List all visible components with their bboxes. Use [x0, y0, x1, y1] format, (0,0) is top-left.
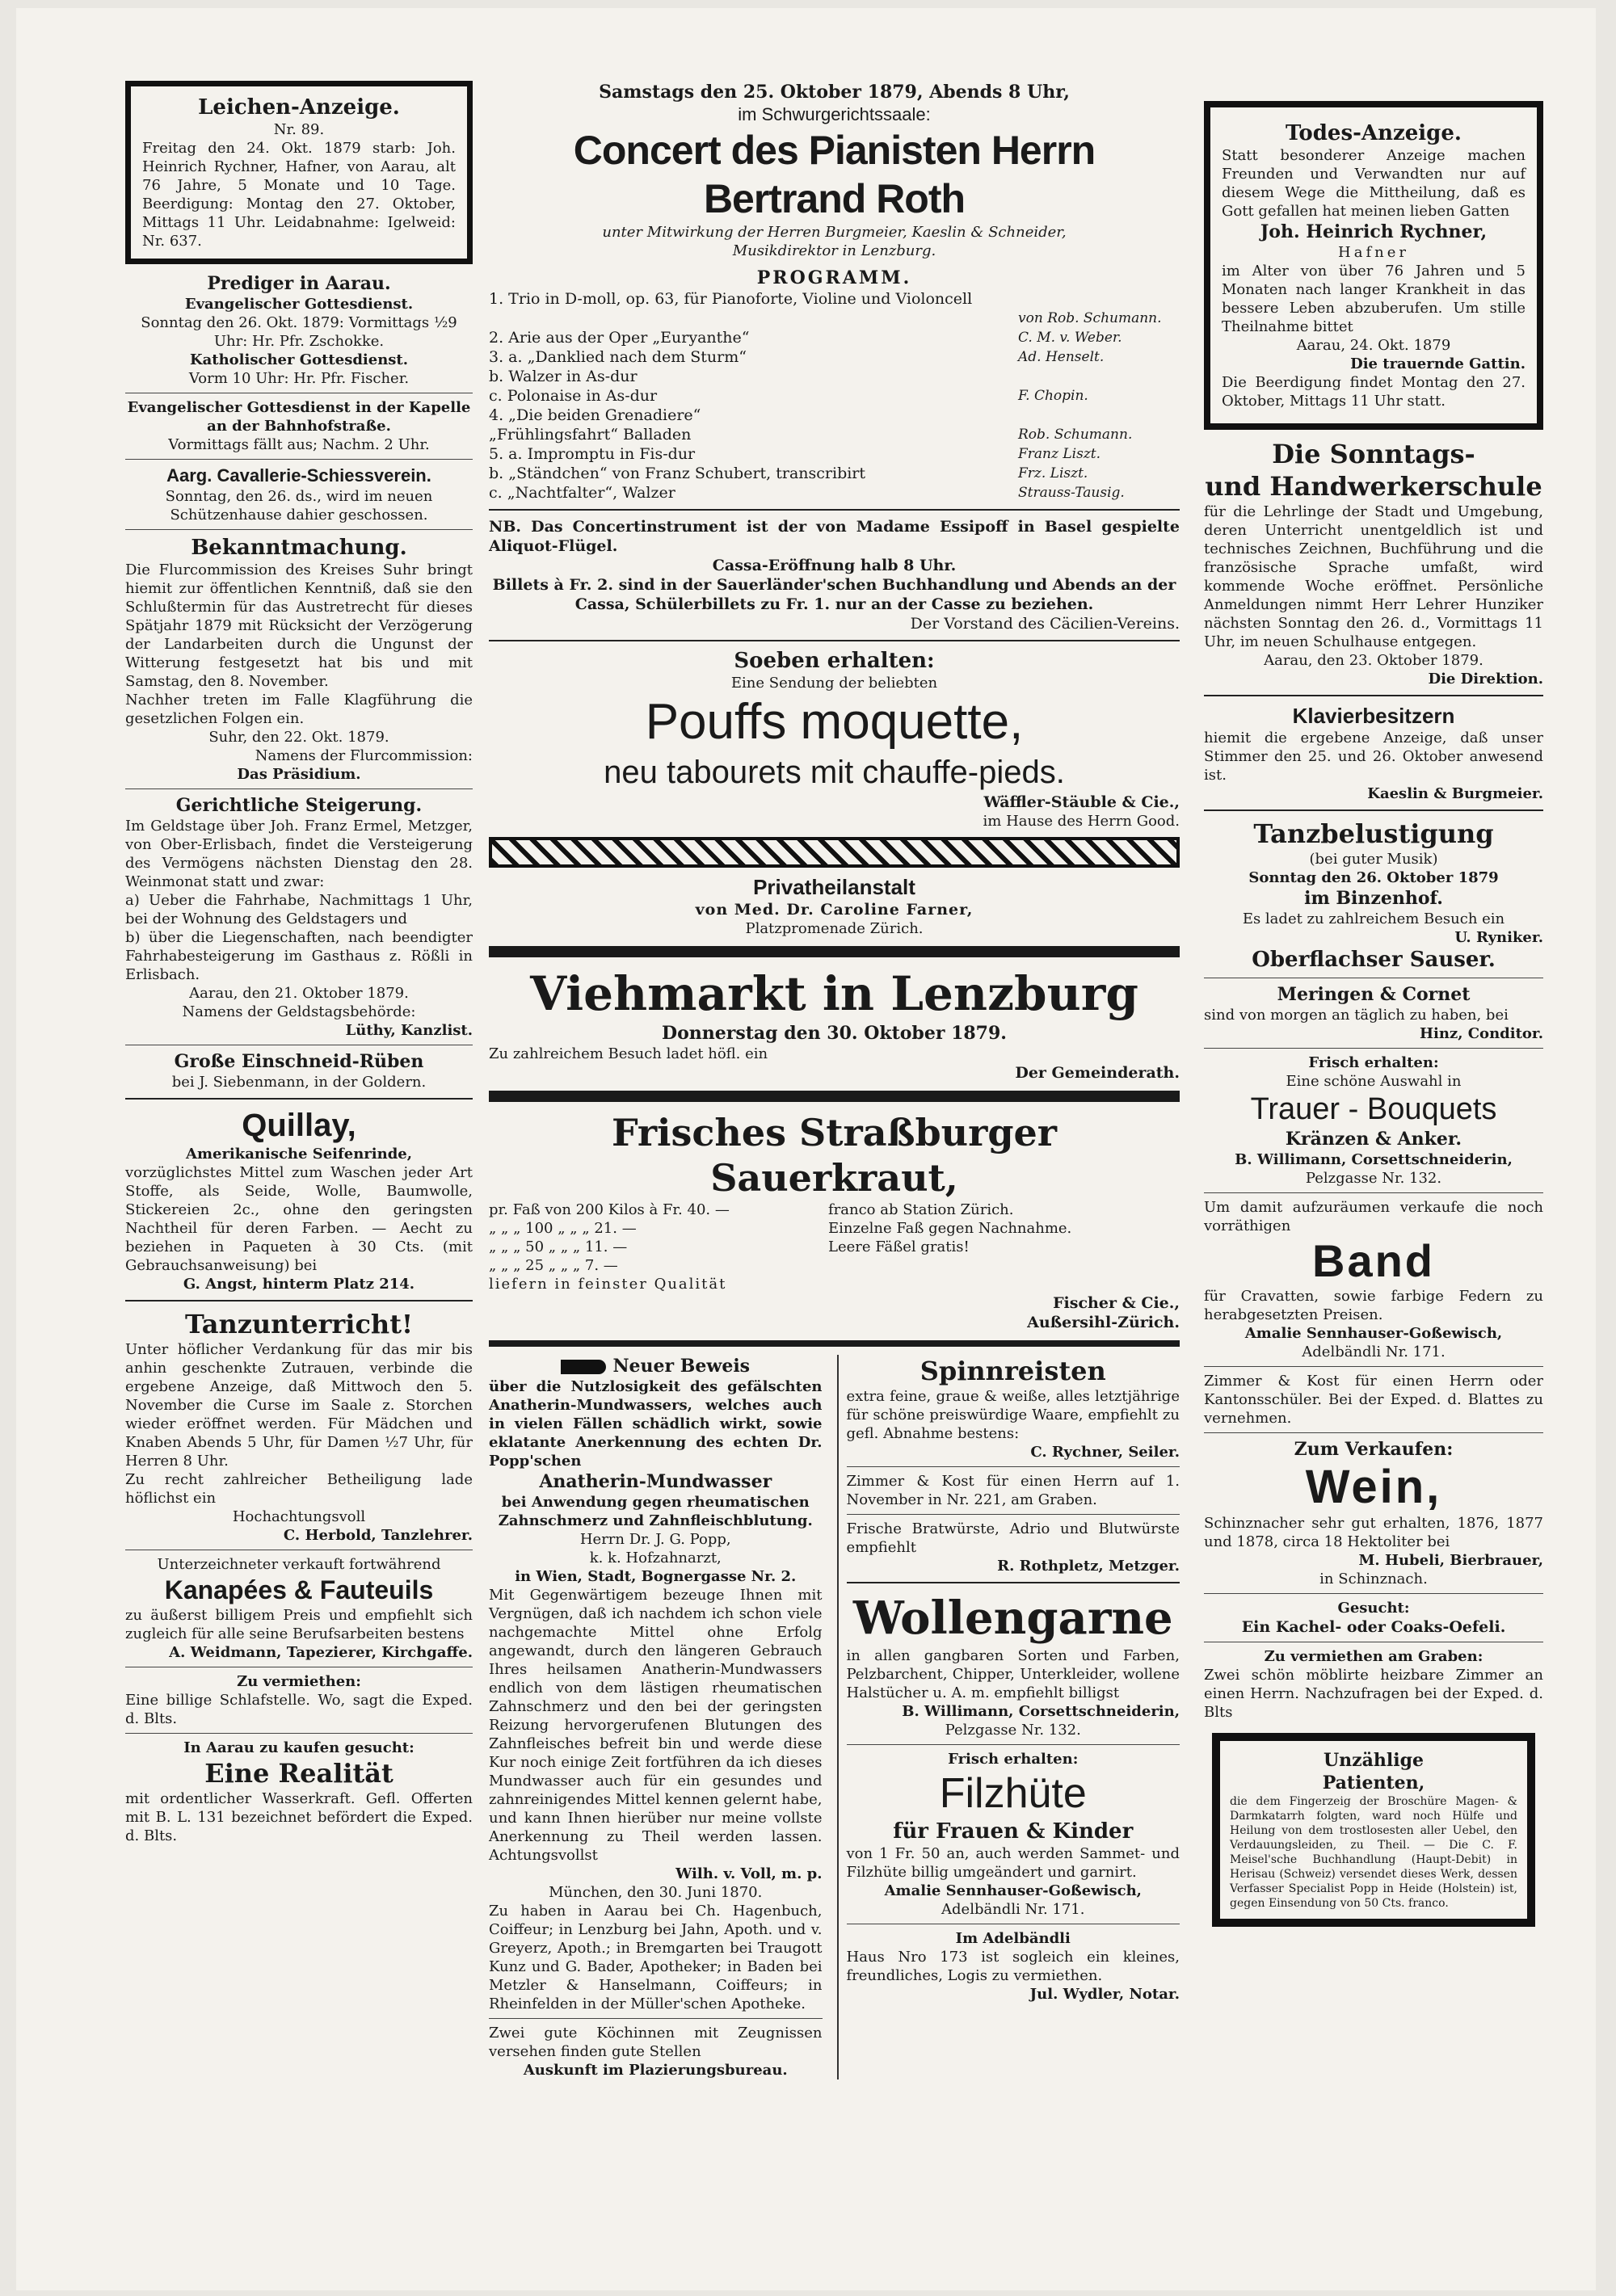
program-composer: [1018, 289, 1180, 309]
divider: [489, 2018, 823, 2019]
program-composer: Strauss-Tausig.: [1018, 485, 1125, 501]
evang-text: Sonntag den 26. Okt. 1879: Vormittags ½9 Uhr: Hr. Pfr. Zschokke.: [141, 314, 457, 350]
divider: [1204, 1192, 1543, 1193]
bekanntmachung-text2: Nachher treten im Falle Klagführung die gesetzlichen Folgen ein.: [125, 692, 473, 727]
kanapees-title: Kanapées & Fauteuils: [164, 1575, 434, 1604]
gesucht-text: Ein Kachel- oder Coaks-Oefeli.: [1241, 1618, 1506, 1636]
right-column: [1204, 101, 1543, 1927]
program-composer: C. M. v. Weber.: [1018, 330, 1122, 346]
anatherin-title: Anatherin-Mundwasser: [539, 1471, 772, 1492]
kanapees-text: zu äußerst billigem Preis und empfiehlt sich zugleich für alle seine Berufsarbeiten bestens: [125, 1607, 473, 1642]
band-sign2: Adelbändli Nr. 171.: [1302, 1344, 1446, 1360]
todes-text2: im Alter von über 76 Jahren und 5 Monaten nach langer Krankheit in das bessere Leben abzuberufen. Um stille Theilnahme bittet: [1222, 263, 1526, 335]
divider: [1204, 1593, 1543, 1594]
tanzunterricht-text: Unter höflicher Verdankung für das mir bis anhin geschenkte Zutrauen, verbinde die ergebene Anzeige, daß Mittwoch den 5. November die Curse im Saale z. Storchen wieder eröffnet werden. Für Mädchen und Knaben Abends 5 Uhr, für Damen ½7 Uhr, für Herren 8 Uhr.: [125, 1341, 473, 1470]
sonntagsschule-title1: Die Sonntags-: [1272, 439, 1475, 469]
beweis-title: [489, 1355, 823, 1377]
vermiethen2-title: Zu vermiethen am Graben:: [1264, 1648, 1483, 1665]
vermiethen-title: Zu vermiethen:: [237, 1673, 361, 1690]
sonntagsschule-sign: Die Direktion.: [1428, 671, 1543, 688]
divider: [125, 1300, 473, 1301]
steigerung-title: Gerichtliche Steigerung.: [175, 795, 423, 816]
verkaufen-title: Zum Verkaufen:: [1294, 1439, 1454, 1460]
meringen-text: sind von morgen an täglich zu haben, bei: [1204, 1007, 1509, 1024]
steigerung-text: Im Geldstage über Joh. Franz Ermel, Metzger, von Ober-Erlisbach, findet die Versteigerung des Vermögens nächsten Dienstag den 28. Weinmonat statt und zwar:: [125, 818, 473, 890]
waeffler-addr: im Hause des Herrn Good.: [983, 813, 1180, 830]
sauerkraut-row: „ „ „ 25 „ „ „ 7. —: [489, 1257, 618, 1274]
bekanntmachung-sign2: Das Präsidium.: [237, 766, 361, 783]
spinnreisten-text: extra feine, graue & weiße, alles letztjährige für schöne preiswürdige Waare, empfiehlt zu gefl. Abnahme bestens:: [846, 1388, 1180, 1442]
program-piece: c. Polonaise in As-dur: [489, 387, 658, 405]
koechin-text: Zwei gute Köchinnen mit Zeugnissen versehen finden gute Stellen: [489, 2025, 823, 2060]
trauer-sign1: B. Willimann, Corsettschneiderin,: [1235, 1151, 1513, 1168]
adelbaendli-title: Im Adelbändli: [955, 1930, 1071, 1947]
todes-text: Statt besonderer Anzeige machen Freunden und Verwandten nur auf diesem Wege die Mittheilung, daß es Gott gefallen hat meinen lieben Gatten: [1222, 147, 1526, 220]
waeffler: Wäffler-Stäuble & Cie.,: [983, 793, 1180, 811]
divider: [1204, 1432, 1543, 1433]
program-list: [489, 289, 1180, 503]
sauerkraut-right2: Einzelne Faß gegen Nachnahme.: [828, 1220, 1072, 1237]
divider: [125, 529, 473, 530]
tanzbelustigung-place: im Binzenhof.: [1304, 888, 1443, 909]
sauerkraut-sign1: Fischer & Cie.,: [1053, 1294, 1180, 1312]
program-item: [489, 406, 1180, 425]
program-composer: [1018, 367, 1180, 386]
trauer-sign2: Pelzgasse Nr. 132.: [1305, 1170, 1442, 1187]
program-item: [489, 444, 1180, 464]
realitaet-title: Eine Realität: [204, 1758, 393, 1789]
divider: [847, 1466, 1180, 1467]
anatherin-place: München, den 30. Juni 1870.: [549, 1884, 763, 1901]
concert-sub: unter Mitwirkung der Herren Burgmeier, Kaeslin & Schneider, Musikdirektor in Lenzburg.: [602, 224, 1067, 259]
todes-name: Joh. Heinrich Rychner,: [1260, 221, 1488, 242]
meringen-title: Meringen & Cornet: [1277, 984, 1471, 1005]
program-item: [489, 367, 1180, 386]
divider: [489, 640, 1180, 641]
divider: [125, 1733, 473, 1734]
sauerkraut-lief: liefern in feinster Qualität: [489, 1276, 727, 1293]
sauerkraut-right3: Leere Fäßel gratis!: [828, 1238, 970, 1255]
divider: [125, 788, 473, 789]
beweis-text: über die Nutzlosigkeit des gefälschten Anatherin-Mundwassers, welches auch in vielen Fällen schädlich wirkt, sowie eklatante Anerkennung des echten Dr. Popp'schen: [489, 1378, 823, 1470]
viehmarkt-date: Donnerstag den 30. Oktober 1879.: [662, 1023, 1007, 1044]
spinnreisten-sign: C. Rychner, Seiler.: [1030, 1444, 1180, 1461]
bratwurst-sign: R. Rothpletz, Metzger.: [997, 1558, 1180, 1575]
todes-job: Hafner: [1338, 244, 1409, 261]
wein-text: Schinznacher sehr gut erhalten, 1876, 1877 und 1878, circa 18 Hektoliter bei: [1204, 1515, 1543, 1550]
zimmer-kost-text: Zimmer & Kost für einen Herrn oder Kantonsschüler. Bei der Exped. d. Blattes zu vernehmen.: [1204, 1373, 1543, 1427]
steigerung-a: a) Ueber die Fahrhabe, Nachmittags 1 Uhr, bei der Wohnung des Geldstagers und: [125, 892, 473, 927]
bekanntmachung-place: Suhr, den 22. Okt. 1879.: [208, 729, 389, 746]
concert-place: im Schwurgerichtssaale:: [738, 104, 931, 124]
cassa: Cassa-Eröffnung halb 8 Uhr.: [712, 557, 957, 574]
beweis-title-text: Neuer Beweis: [612, 1356, 751, 1377]
divider: [489, 946, 1180, 957]
sauerkraut-right1: franco ab Station Zürich.: [828, 1201, 1014, 1218]
steigerung-sign2: Lüthy, Kanzlist.: [345, 1022, 473, 1039]
patienten-text: die dem Fingerzeig der Broschüre Magen- & Darmkatarrh folgten, ward noch Hülfe und Heilung von dem trostlosesten aller Uebel, den Verdauungsleiden, zu Theil. — Die C. F. Meisel'sche Buchhandlung (Haupt-Debit) in Herisau (Schweiz) versendet dieses Werk, dessen Verfasser Specialist Popp in Heide (Holstein) ist, gegen Einsendung von 50 Cts. franco.: [1230, 1795, 1517, 1910]
cavallerie-text: Sonntag, den 26. ds., wird im neuen Schützenhause dahier geschossen.: [165, 488, 433, 524]
vorstand: Der Vorstand des Cäcilien-Vereins.: [910, 615, 1180, 633]
vermiethen-text: Eine billige Schlafstelle. Wo, sagt die Exped. d. Blts.: [125, 1692, 473, 1727]
prediger-heading: Prediger in Aarau.: [207, 273, 391, 294]
wollengarne-sign2: Pelzgasse Nr. 132.: [945, 1722, 1081, 1739]
program-item: [489, 309, 1180, 328]
leichen-text: Freitag den 24. Okt. 1879 starb: Joh. Heinrich Rychner, Hafner, von Aarau, alt 76 Jahre, 5 Monate und 10 Tage. Beerdigung: Montag den 27. Oktober, Mittags 11 Uhr. Leidabnahme: Igelweid: Nr. 637.: [142, 140, 456, 250]
koechin-text2: Auskunft im Plazierungsbureau.: [523, 2062, 788, 2079]
vermiethen2-text: Zwei schön möblirte heizbare Zimmer an einen Herrn. Nachzufragen bei der Exped. d. Blts: [1204, 1667, 1543, 1721]
filzhuete-sign2: Adelbändli Nr. 171.: [941, 1901, 1085, 1918]
nb-note: NB. Das Concertinstrument ist der von Madame Essipoff in Basel gespielte Aliquot-Flügel.: [489, 518, 1180, 555]
programm-heading: PROGRAMM.: [756, 267, 912, 288]
band-pre: Um damit aufzuräumen verkaufe die noch vorräthigen: [1204, 1199, 1543, 1234]
program-composer: Frz. Liszt.: [1018, 465, 1088, 481]
pointing-hand-icon: [561, 1360, 606, 1374]
anatherin-to3: in Wien, Stadt, Bognergasse Nr. 2.: [515, 1568, 797, 1585]
steigerung-b: b) über die Liegenschaften, nach beendigter Fahrhabesteigerung im Gasthaus z. Rößli in Erlisbach.: [125, 929, 473, 983]
patienten-box: [1212, 1733, 1535, 1927]
anatherin-to2: k. k. Hofzahnarzt,: [589, 1550, 722, 1566]
cavallerie-title: Aarg. Cavallerie-Schiessverein.: [166, 465, 431, 486]
adelbaendli-text: Haus Nro 173 ist sogleich ein kleines, freundliches, Logis zu vermiethen.: [846, 1949, 1180, 1984]
middle-column: [489, 81, 1180, 2079]
divider: [847, 1514, 1180, 1515]
sauerkraut-row: „ „ „ 50 „ „ „ 11. —: [489, 1238, 628, 1255]
viehmarkt-text: Zu zahlreichem Besuch ladet höfl. ein: [489, 1045, 768, 1062]
anatherin-haben: Zu haben in Aarau bei Ch. Hagenbuch, Coiffeur; in Lenzburg bei Jahn, Apoth. und v. Greyerz, Apoth.; in Bremgarten bei Traugott Kunz und G. Bader, Apotheker; in Baden bei Metzler & Hanselmann, Coiffeurs; in Rheinfelden in der Müller'schen Apotheke.: [489, 1903, 823, 2012]
filzhuete-sub: für Frauen & Kinder: [893, 1819, 1134, 1844]
oberflachser-title: Oberflachser Sauser.: [1252, 948, 1496, 972]
rueben-title: Große Einschneid-Rüben: [174, 1051, 424, 1072]
sauerkraut-table: [489, 1201, 1180, 1275]
divider: [1204, 695, 1543, 696]
steigerung-place: Aarau, den 21. Oktober 1879.: [189, 985, 409, 1002]
quillay-sign: G. Angst, hinterm Platz 214.: [183, 1276, 415, 1293]
program-composer: von Rob. Schumann.: [1018, 310, 1162, 326]
adelbaendli-sign: Jul. Wydler, Notar.: [1029, 1986, 1180, 2003]
program-piece: b. „Ständchen“ von Franz Schubert, transcribirt: [489, 465, 866, 482]
sauerkraut-title: Frisches Straßburger Sauerkraut,: [611, 1111, 1058, 1200]
divider: [489, 1340, 1180, 1347]
band-text: für Cravatten, sowie farbige Federn zu herabgesetzten Preisen.: [1204, 1288, 1543, 1323]
program-item: [489, 328, 1180, 347]
band-title: Band: [1312, 1235, 1435, 1286]
kanapees-pre: Unterzeichneter verkauft fortwährend: [157, 1556, 441, 1573]
klavier-title: Klavierbesitzern: [1292, 704, 1455, 728]
sendung-text: Eine Sendung der beliebten: [730, 675, 938, 692]
anatherin-text: Mit Gegenwärtigem bezeuge Ihnen mit Vergnügen, daß ich nachdem ich schon viele nachgemachte Mittel ohne Erfolg angewandt, durch den längeren Gebrauch Ihres heilsamen Anatherin-Mundwassers endlich von dem lästigen rheumatischen Zahnschmerz und den bei der geringsten Reizung hervorgerufenen Blutungen des Zahnfleisches befreit bin und werde diese Kur noch einige Zeit fortführen da ich dieses Mundwasser auch für ein gesundes und zahnreinigendes Mittel kennen gelernt habe, und kann Ihnen hierüber nur meine vollste Anerkennung zu Theil werden lassen. Achtungsvollst: [489, 1587, 823, 1864]
sauerkraut-row: „ „ „ 100 „ „ „ 21. —: [489, 1220, 637, 1237]
viehmarkt-title: Viehmarkt in Lenzburg: [530, 966, 1138, 1021]
billets: Billets à Fr. 2. sind in der Sauerländer'schen Buchhandlung und Abends an der Cassa, Schülerbillets zu Fr. 1. nur an der Casse zu beziehen.: [492, 576, 1176, 613]
trauer-sub: Kränzen & Anker.: [1285, 1129, 1462, 1150]
quillay-sub: Amerikanische Seifenrinde,: [185, 1146, 413, 1163]
todes-text3: Die Beerdigung findet Montag den 27. Oktober, Mittags 11 Uhr statt.: [1222, 374, 1526, 410]
todes-title: Todes-Anzeige.: [1286, 121, 1462, 145]
tanzbelustigung-date: Sonntag den 26. Oktober 1879: [1248, 869, 1499, 886]
program-piece: 4. „Die beiden Grenadiere“: [489, 406, 701, 424]
program-item: [489, 483, 1180, 503]
kapelle-heading: Evangelischer Gottesdienst in der Kapelle an der Bahnhofstraße.: [127, 399, 471, 435]
privat-by: von Med. Dr. Caroline Farner,: [695, 901, 974, 919]
program-piece: 1. Trio in D-moll, op. 63, für Pianoforte, Violine und Violoncell: [489, 290, 973, 308]
anatherin-ad: [489, 1355, 827, 2079]
leichen-anzeige: [125, 81, 473, 264]
quillay-text: vorzüglichstes Mittel zum Waschen jeder Art Stoffe, als Seide, Wolle, Baumwolle, Stickereien 2c., ohne den geringsten Nachtheil für deren Farben. — Aecht zu beziehen in Paqueten à 30 Cts. (mit Gebrauchsanweisung) bei: [125, 1164, 473, 1274]
wollengarne-text: in allen gangbaren Sorten und Farben, Pelzbarchent, Chipper, Unterkleider, wollene Halstücher u. A. m. empfiehlt billigst: [846, 1647, 1180, 1701]
concert-date: Samstags den 25. Oktober 1879, Abends 8 Uhr,: [599, 82, 1070, 103]
leichen-nr: Nr. 89.: [273, 121, 325, 138]
anatherin-sign: Wilh. v. Voll, m. p.: [675, 1865, 823, 1882]
privat-title: Privatheilanstalt: [753, 875, 915, 899]
kanapees-sign: A. Weidmann, Tapezierer, Kirchgaffe.: [169, 1644, 473, 1661]
leichen-title: Leichen-Anzeige.: [198, 95, 400, 120]
tanzbelustigung-text: Es ladet zu zahlreichem Besuch ein: [1242, 910, 1505, 927]
program-composer: F. Chopin.: [1018, 388, 1088, 404]
zimmer-text: Zimmer & Kost für einen Herrn auf 1. November in Nr. 221, am Graben.: [846, 1473, 1180, 1508]
wein-title: Wein,: [1305, 1461, 1442, 1513]
wollengarne-sign1: B. Willimann, Corsettschneiderin,: [902, 1703, 1180, 1720]
program-item: [489, 386, 1180, 406]
tanzunterricht-sign1: Hochachtungsvoll: [232, 1508, 366, 1525]
program-piece: c. „Nachtfalter“, Walzer: [489, 484, 675, 502]
divider: [847, 1582, 1180, 1583]
program-item: [489, 347, 1180, 367]
divider: [1204, 1048, 1543, 1049]
program-piece: 2. Arie aus der Oper „Euryanthe“: [489, 329, 750, 347]
kapelle-text: Vormittags fällt aus; Nachm. 2 Uhr.: [168, 436, 430, 453]
trauer-title: Trauer - Bouquets: [1250, 1092, 1497, 1126]
program-item: [489, 289, 1180, 309]
two-column-section: [489, 1355, 1180, 2079]
tanzbelustigung-title: Tanzbelustigung: [1253, 818, 1494, 849]
band-sign1: Amalie Sennhauser-Goßewisch,: [1244, 1325, 1503, 1342]
program-composer: [1018, 406, 1180, 425]
klavier-text: hiemit die ergebene Anzeige, daß unser Stimmer den 25. und 26. Oktober anwesend ist.: [1204, 730, 1543, 784]
program-item: [489, 425, 1180, 444]
kath-heading: Katholischer Gottesdienst.: [189, 351, 409, 368]
filzhuete-title: Filzhüte: [939, 1770, 1087, 1817]
bekanntmachung-text: Die Flurcommission des Kreises Suhr bringt hiemit zur öffentlichen Kenntniß, daß sie den Schlußtermin für das Austretrecht für dieses Spätjahr 1879 mit Rücksicht der Verzögerung der Landarbeiten durch die Ungunst der Witterung festgesetzt hat bis und mit Samstag, den 8. November.: [125, 561, 473, 690]
concert-title: Concert des Pianisten Herrn Bertrand Roth: [573, 128, 1096, 221]
tanzunterricht-text2: Zu recht zahlreicher Betheiligung lade höflichst ein: [125, 1471, 473, 1507]
program-piece: „Frühlingsfahrt“ Balladen: [489, 426, 692, 444]
program-piece: 3. a. „Danklied nach dem Sturm“: [489, 348, 747, 366]
viehmarkt-sign: Der Gemeinderath.: [1015, 1064, 1180, 1082]
wein-sign1: M. Hubeli, Bierbrauer,: [1358, 1552, 1543, 1569]
steigerung-sign1: Namens der Geldstagsbehörde:: [182, 1003, 416, 1020]
pouffs-title: Pouffs moquette,: [645, 694, 1024, 750]
rueben-text: bei J. Siebenmann, in der Goldern.: [171, 1074, 427, 1091]
divider: [125, 459, 473, 460]
program-item: [489, 464, 1180, 483]
sonntagsschule-text: für die Lehrlinge der Stadt und Umgebung, deren Unterricht unentgeldlich ist und technisches Zeichnen, Buchführung und die französische Sprache umfaßt, wird kommende Woche eröffnet. Persönliche Anmeldungen nimmt Herr Lehrer Hunziker nächsten Sonntag den 26. d., Vormittags 11 Uhr, im neuen Schulhause entgegen.: [1204, 503, 1543, 650]
soeben-title: Soeben erhalten:: [734, 649, 935, 673]
divider: [1204, 809, 1543, 811]
bekanntmachung-title: Bekanntmachung.: [191, 536, 407, 560]
bekanntmachung-sign1: Namens der Flurcommission:: [255, 747, 473, 764]
trauer-text: Eine schöne Auswahl in: [1286, 1073, 1462, 1090]
spinnreisten-title: Spinnreisten: [920, 1356, 1106, 1386]
program-piece: 5. a. Impromptu in Fis-dur: [489, 445, 696, 463]
anatherin-to1: Herrn Dr. J. G. Popp,: [579, 1531, 731, 1548]
filzhuete-sign1: Amalie Sennhauser-Goßewisch,: [884, 1882, 1142, 1899]
divider: [125, 1098, 473, 1100]
program-piece: b. Walzer in As-dur: [489, 368, 638, 385]
tanzbelustigung-sub: (bei guter Musik): [1309, 851, 1438, 868]
wein-sign2: in Schinznach.: [1319, 1571, 1428, 1587]
todes-place: Aarau, 24. Okt. 1879: [1296, 337, 1451, 354]
tanzbelustigung-sign: U. Ryniker.: [1454, 929, 1543, 946]
realitaet-pre: In Aarau zu kaufen gesucht:: [183, 1739, 415, 1756]
tanzunterricht-sign2: C. Herbold, Tanzlehrer.: [283, 1527, 473, 1544]
divider: [1204, 1366, 1543, 1367]
decorative-border: [489, 837, 1180, 868]
anatherin-sub: bei Anwendung gegen rheumatischen Zahnschmerz und Zahnfleischblutung.: [498, 1494, 813, 1529]
sonntagsschule-title2: und Handwerkerschule: [1205, 471, 1542, 502]
program-composer: Rob. Schumann.: [1018, 427, 1133, 443]
divider: [489, 509, 1180, 511]
quillay-title: Quillay,: [242, 1108, 356, 1143]
privat-addr: Platzpromenade Zürich.: [745, 920, 924, 937]
program-composer: Ad. Henselt.: [1018, 349, 1105, 365]
evang-heading: Evangelischer Gottesdienst.: [184, 296, 414, 313]
gesucht-title: Gesucht:: [1337, 1600, 1410, 1617]
sonntagsschule-place: Aarau, den 23. Oktober 1879.: [1264, 652, 1483, 669]
sauerkraut-row: pr. Faß von 200 Kilos à Fr. 40. —: [489, 1201, 730, 1218]
meringen-sign: Hinz, Conditor.: [1420, 1025, 1543, 1042]
realitaet-text: mit ordentlicher Wasserkraft. Gefl. Offerten mit B. L. 131 bezeichnet befördert die Exped. d. Blts.: [125, 1790, 473, 1844]
bratwurst-text: Frische Bratwürste, Adrio und Blutwürste empfiehlt: [846, 1520, 1180, 1556]
divider: [489, 1091, 1180, 1102]
todes-anzeige: [1204, 101, 1543, 430]
filzhuete-text: von 1 Fr. 50 an, auch werden Sammet- und Filzhüte billig umgeändert und garnirt.: [846, 1845, 1180, 1881]
divider: [847, 1744, 1180, 1745]
wollengarne-title: Wollengarne: [852, 1592, 1173, 1645]
tabourets: neu tabourets mit chauffe-pieds.: [604, 755, 1065, 790]
kath-text: Vorm 10 Uhr: Hr. Pfr. Fischer.: [188, 370, 410, 387]
filzhuete-pre: Frisch erhalten:: [948, 1751, 1079, 1768]
sauerkraut-sign2: Außersihl-Zürich.: [1027, 1314, 1180, 1331]
right-subcolumn: [837, 1355, 1180, 2079]
tanzunterricht-title: Tanzunterricht!: [184, 1309, 414, 1339]
todes-sign: Die trauernde Gattin.: [1350, 355, 1526, 372]
patienten-title1: Unzählige: [1323, 1750, 1425, 1771]
program-composer: Franz Liszt.: [1018, 446, 1101, 462]
left-column: [125, 81, 473, 1845]
klavier-sign: Kaeslin & Burgmeier.: [1367, 785, 1543, 802]
trauer-pre: Frisch erhalten:: [1308, 1054, 1439, 1071]
patienten-title2: Patienten,: [1322, 1772, 1425, 1793]
